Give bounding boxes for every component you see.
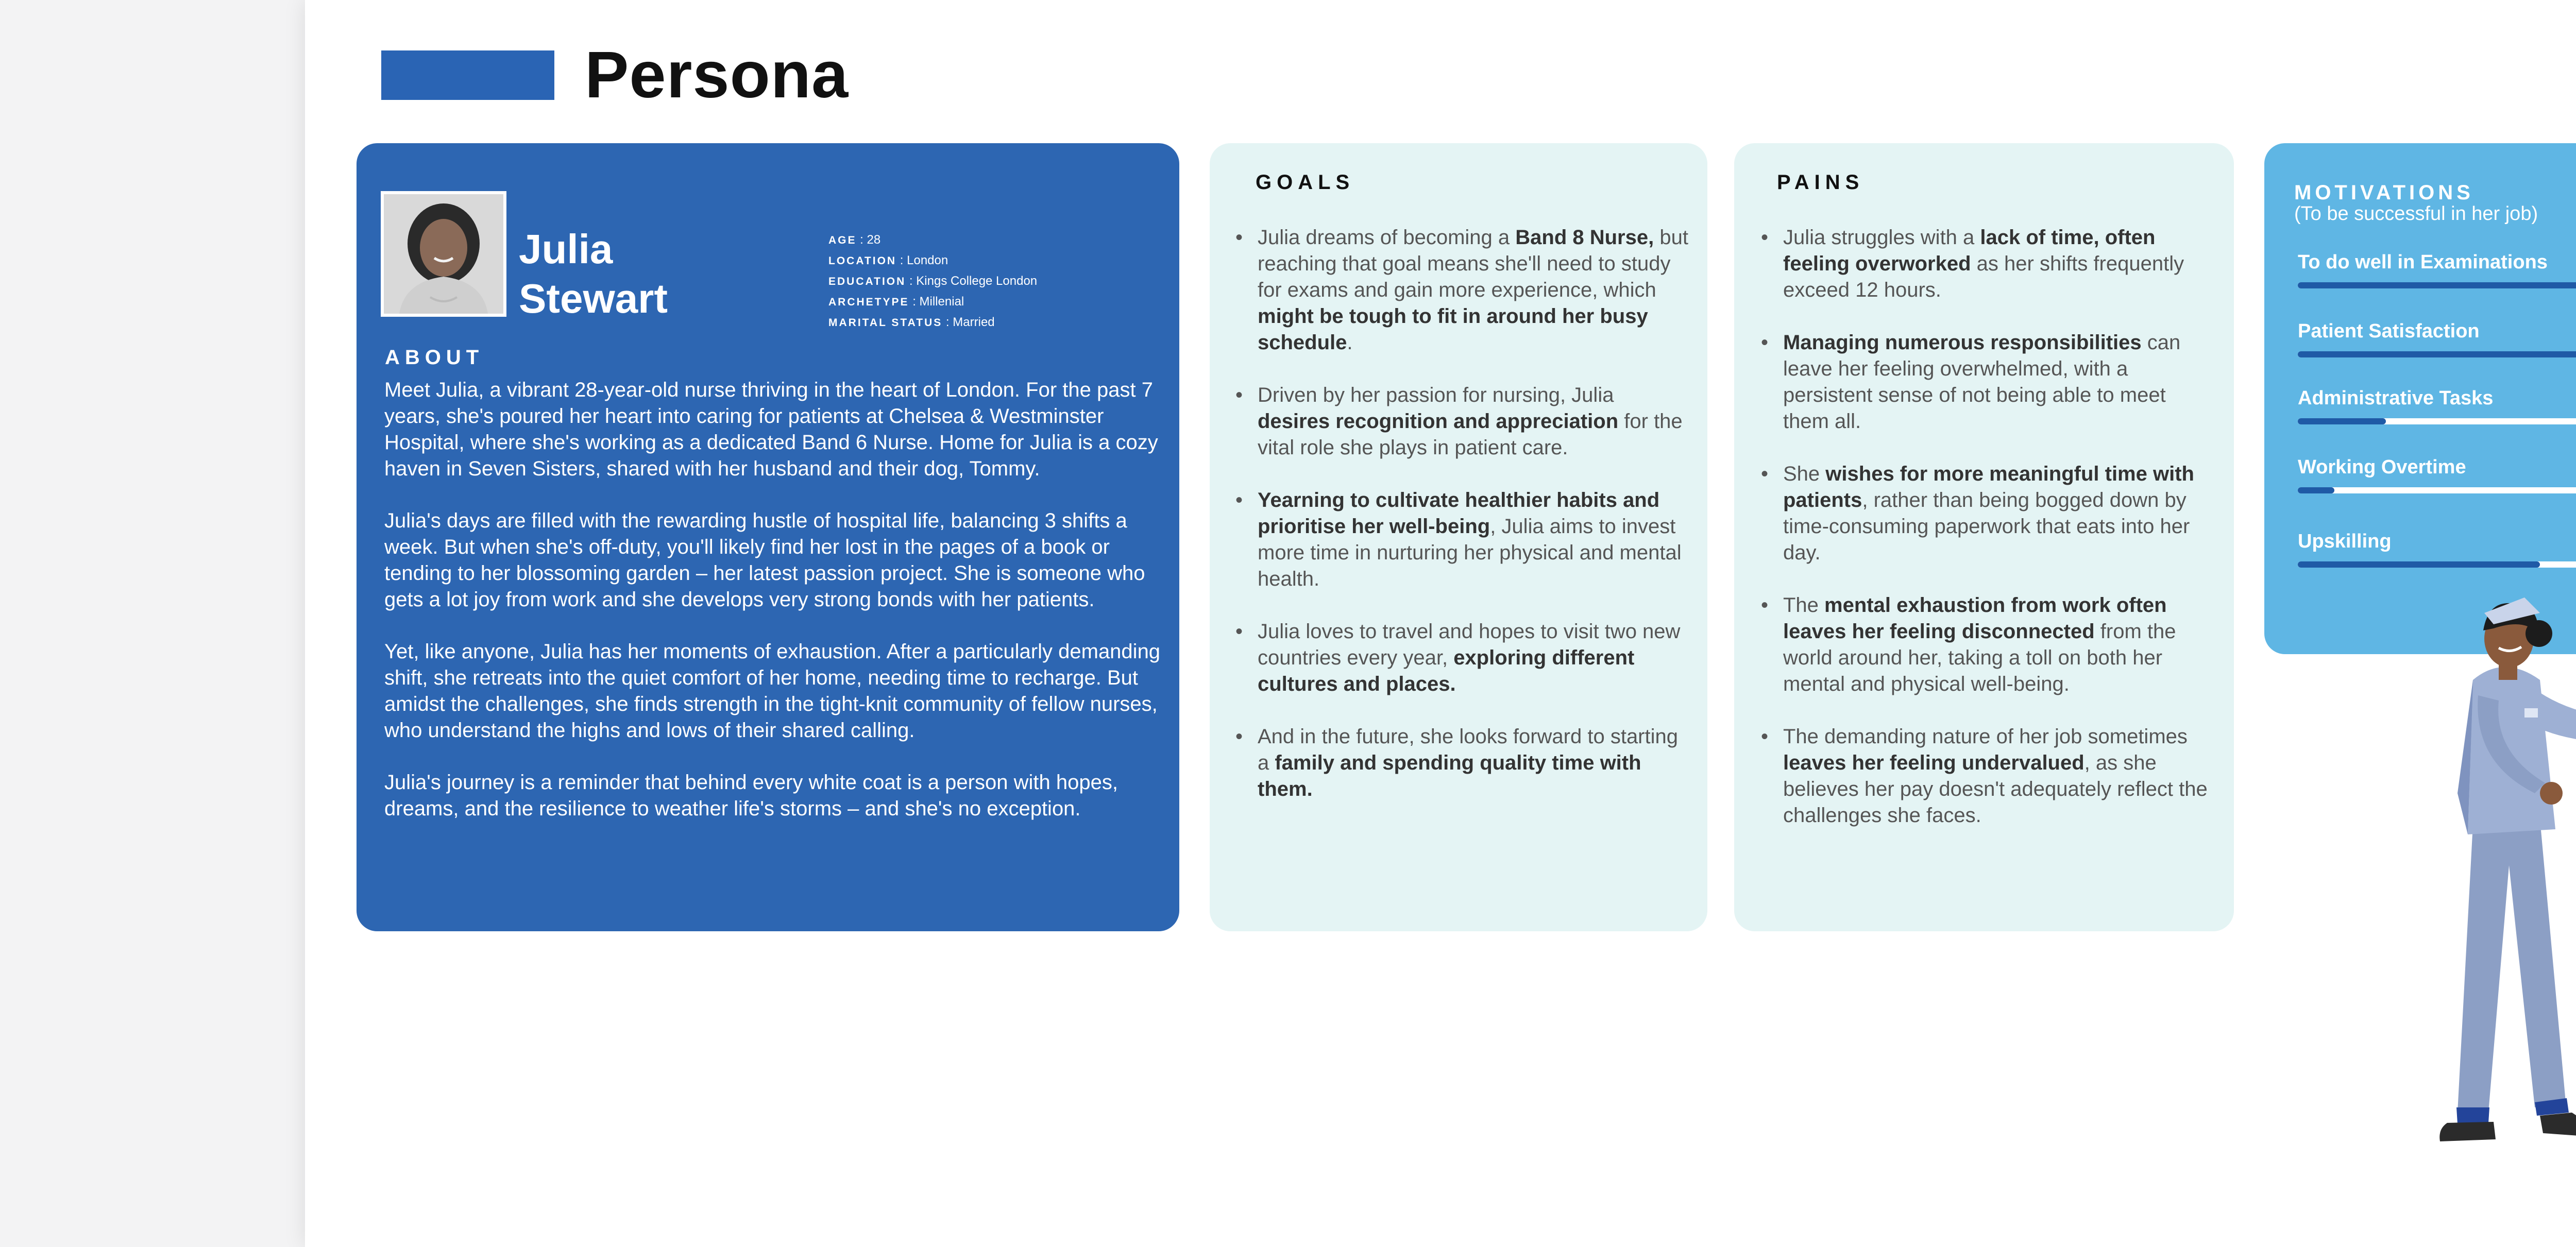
bullet-emphasis: desires recognition and appreciation [1258,410,1619,433]
bullet-text: , rather than being bogged down by time-consuming paperwork that eats into her day. [1783,489,2190,564]
bullet-text: from the world around her, taking a toll on both her mental and physical well-being. [1783,620,2176,695]
bullet-emphasis: family and spending quality time with them. [1258,751,1641,800]
persona-name [519,225,668,323]
detail-value: Kings College London [916,274,1038,288]
motivation-track [2298,561,2576,568]
detail-label: ARCHETYPE [828,296,909,308]
bullet-item [1761,225,2214,303]
bullet-item [1761,330,2214,435]
persona-last-name: Stewart [519,276,668,321]
bullet-emphasis: Managing numerous responsibilities [1783,331,2142,354]
detail-location: LOCATION : London [828,253,948,267]
motivation-fill [2298,351,2576,357]
motivation-label: To do well in Examinations [2298,251,2548,273]
motivation-track [2298,351,2576,357]
motivation-item [2298,456,2576,493]
nurse-pointing-illustration [2318,577,2576,1195]
about-paragraph: Julia's journey is a reminder that behind every white coat is a person with hopes, dreams, and the resilience to weather life's storms – and she's no exception. [384,771,1118,820]
bullet-text: And in the future, she looks forward to starting a [1258,725,1678,774]
bullet-emphasis: mental exhaustion from work often leaves her feeling disconnected [1783,594,2167,643]
goals-list [1235,225,1689,829]
bullet-text: Driven by her passion for nursing, Julia [1258,384,1614,406]
bullet-emphasis: lack of time, often feeling overworked [1783,226,2156,275]
motivation-label: Working Overtime [2298,456,2466,478]
motivations-subheading: (To be successful in her job) [2294,203,2538,225]
motivation-fill [2298,561,2540,568]
motivation-label: Administrative Tasks [2298,387,2494,409]
motivation-label: Upskilling [2298,531,2392,552]
goals-heading: GOALS [1256,171,1355,194]
title-accent-bar [381,50,554,100]
bullet-emphasis: wishes for more meaningful time with patients [1783,463,2194,511]
bullet-item [1761,724,2214,829]
about-text [384,377,1163,848]
bullet-emphasis: might be tough to fit in around her busy schedule [1258,305,1648,354]
bullet-text: , as she believes her pay doesn't adequately reflect the challenges she faces. [1783,751,2208,827]
motivation-item [2298,387,2576,424]
detail-label: MARITAL STATUS [828,317,943,329]
motivations-heading: MOTIVATIONS [2294,181,2474,204]
bullet-text: can leave her feeling overwhelmed, with a persistent sense of not being able to meet them all. [1783,331,2181,433]
bullet-item [1761,461,2214,566]
detail-age: AGE : 28 [828,233,881,247]
bullet-item [1761,592,2214,697]
bullet-item [1235,724,1689,802]
detail-value: Married [953,315,995,329]
detail-label: LOCATION [828,255,897,267]
detail-value: 28 [867,233,881,247]
detail-value: Millenial [919,295,964,309]
about-paragraph: Julia's days are filled with the rewarding hustle of hospital life, balancing 3 shifts a week. But when she's off-duty, you'll likely find her lost in the pages of a book or tending to her blossoming garden – her latest passion project. She is someone who gets a lot joy from work and she develops very strong bonds with her patients. [384,509,1145,611]
pains-list [1761,225,2214,855]
detail-archetype: ARCHETYPE : Millenial [828,295,964,309]
motivation-item [2298,320,2576,357]
bullet-text: , Julia aims to invest more time in nurturing her physical and mental health. [1258,515,1682,590]
motivation-fill [2298,418,2386,424]
about-paragraph: Yet, like anyone, Julia has her moments of exhaustion. After a particularly demanding shift, she retreats into the quiet comfort of her home, needing time to recharge. But amidst the challenges, she finds strength in the tight-knit community of fellow nurses, who understand the highs and lows of their shared calling. [384,640,1161,742]
bullet-emphasis: Yearning to cultivate healthier habits and prioritise her well-being [1258,489,1660,538]
motivation-track [2298,418,2576,424]
detail-marital-status: MARITAL STATUS : Married [828,315,995,329]
motivation-item [2298,251,2576,288]
motivation-track [2298,282,2576,288]
bullet-item [1235,382,1689,461]
motivation-fill [2298,487,2334,493]
bullet-text: Julia dreams of becoming a [1258,226,1516,249]
portrait-photo-icon [384,194,503,314]
page-title: Persona [585,38,849,112]
bullet-text: Julia struggles with a [1783,226,1980,249]
bullet-item [1235,619,1689,697]
bullet-text: The demanding nature of her job sometimes [1783,725,2188,748]
bullet-text: as her shifts frequently exceed 12 hours. [1783,252,2184,301]
motivation-fill [2298,282,2576,288]
bullet-emphasis: exploring different cultures and places. [1258,646,1635,695]
bullet-emphasis: leaves her feeling undervalued [1783,751,2084,774]
bullet-text: . [1347,331,1353,354]
bullet-text: She [1783,463,1826,485]
bullet-text: but reaching that goal means she'll need to study for exams and gain more experience, which [1258,226,1688,301]
bullet-emphasis: Band 8 Nurse, [1515,226,1654,249]
bullet-text: Julia loves to travel and hopes to visit two new countries every year, [1258,620,1681,669]
detail-value: London [907,253,948,267]
bullet-text: for the vital role she plays in patient care. [1258,410,1683,459]
persona-details [828,230,1037,333]
motivation-label: Patient Satisfaction [2298,320,2480,342]
pains-heading: PAINS [1777,171,1865,194]
motivation-track [2298,487,2576,493]
bullet-item [1235,487,1689,592]
detail-label: EDUCATION [828,276,906,287]
detail-education: EDUCATION : Kings College London [828,274,1038,288]
detail-label: AGE [828,234,857,246]
bullet-text: The [1783,594,1825,617]
persona-first-name: Julia [519,226,613,272]
motivation-item [2298,531,2576,568]
about-paragraph: Meet Julia, a vibrant 28-year-old nurse thriving in the heart of London. For the past 7 years, she's poured her heart into caring for patients at Chelsea & Westminster Hospital, where she's working as a dedicated Band 6 Nurse. Home for Julia is a cozy haven in Seven Sisters, shared with her husband and their dog, Tommy. [384,379,1158,480]
about-heading: ABOUT [385,346,484,369]
bullet-item [1235,225,1689,356]
portrait-photo [381,191,506,317]
